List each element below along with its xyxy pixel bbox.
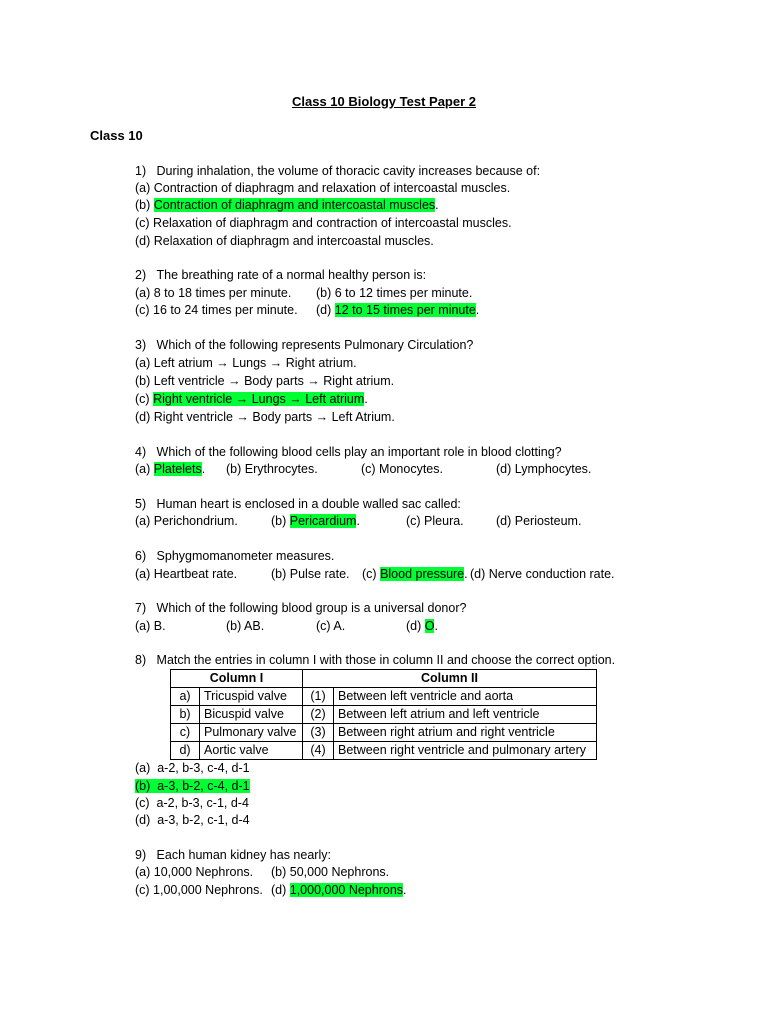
row-description: Between right atrium and right ventricle [334,724,597,742]
q7-answer-highlight: O [424,619,435,633]
q2-answer-highlight: 12 to 15 times per minute [334,303,476,317]
q6-option-c-end: . [464,567,468,581]
q9-option-b: (b) 50,000 Nephrons. [271,865,390,879]
q4-option-d: (d) Lymphocytes. [496,462,592,476]
row-item: Bicuspid valve [200,706,303,724]
q6-option-c-label: (c) [362,567,381,581]
q7-option-d-label: (d) [406,619,425,633]
q1-option-b [135,197,439,214]
q8-option-a: (a) a-2, b-3, c-4, d-1 [135,761,250,775]
q3-option-a: (a) Left atrium → Lungs → Right atrium. [135,356,357,370]
q8-option-b [135,778,250,795]
row-description: Between left ventricle and aorta [334,688,597,706]
q3-answer-highlight: Right ventricle → Lungs → Left atrium [153,392,365,406]
q2-option-b: (b) 6 to 12 times per minute. [316,286,473,300]
class-label: Class 10 [90,128,143,143]
q8-option-d: (d) a-3, b-2, c-1, d-4 [135,813,250,827]
q1-option-d: (d) Relaxation of diaphragm and intercoastal muscles. [135,234,434,248]
q3-option-d: (d) Right ventricle → Body parts → Left Atrium. [135,410,395,424]
q4-option-b: (b) Erythrocytes. [226,462,318,476]
q4-option-a-label: (a) [135,462,154,476]
q3-question: 3) Which of the following represents Pulmonary Circulation? [135,338,474,352]
q4-answer-highlight: Platelets [153,462,202,476]
q7-option-a: (a) B. [135,619,166,633]
q9-option-d [271,882,407,899]
q1-question: 1) During inhalation, the volume of thoracic cavity increases because of: [135,164,541,178]
row-description: Between left atrium and left ventricle [334,706,597,724]
q5-option-b-end: . [356,514,360,528]
q7-option-d [406,618,438,635]
q7-option-b: (b) AB. [226,619,265,633]
q3-option-c-end: . [364,392,368,406]
q7-question: 7) Which of the following blood group is a universal donor? [135,601,467,615]
q6-question: 6) Sphygmomanometer measures. [135,549,335,563]
q3-option-c [135,391,368,408]
q6-option-d: (d) Nerve conduction rate. [470,567,615,581]
q4-option-c: (c) Monocytes. [361,462,443,476]
q2-option-c: (c) 16 to 24 times per minute. [135,303,298,317]
q8-question: 8) Match the entries in column I with those in column II and choose the correct option. [135,653,616,667]
q3-option-c-label: (c) [135,392,154,406]
q9-question: 9) Each human kidney has nearly: [135,848,331,862]
q9-option-c: (c) 1,00,000 Nephrons. [135,883,263,897]
q2-option-d-label: (d) [316,303,335,317]
q1-option-a: (a) Contraction of diaphragm and relaxation of intercoastal muscles. [135,181,511,195]
row-letter: a) [171,688,200,706]
q5-option-a: (a) Perichondrium. [135,514,238,528]
row-number: (2) [303,706,334,724]
table-row [171,724,597,742]
q6-option-c [362,566,468,583]
q2-option-d [316,302,479,319]
q3-option-b: (b) Left ventricle → Body parts → Right atrium. [135,374,395,388]
row-item: Tricuspid valve [200,688,303,706]
q7-option-d-end: . [434,619,438,633]
row-number: (1) [303,688,334,706]
q9-option-d-end: . [403,883,407,897]
q4-option-a [135,461,205,478]
q4-question: 4) Which of the following blood cells play an important role in blood clotting? [135,445,562,459]
q9-option-a: (a) 10,000 Nephrons. [135,865,254,879]
q5-option-c: (c) Pleura. [406,514,464,528]
match-table [170,669,597,760]
row-item: Aortic valve [200,742,303,760]
row-description: Between right ventricle and pulmonary artery [334,742,597,760]
q9-answer-highlight: 1,000,000 Nephrons [289,883,404,897]
q5-option-b-label: (b) [271,514,290,528]
q4-option-a-end: . [201,462,206,476]
q2-option-a: (a) 8 to 18 times per minute. [135,286,292,300]
q2-option-d-end: . [475,303,480,317]
table-row [171,706,597,724]
match-table-header [171,670,597,688]
q1-option-b-label: (b) [135,198,154,212]
q1-option-b-end: . [435,198,439,212]
q5-question: 5) Human heart is enclosed in a double walled sac called: [135,497,461,511]
row-letter: c) [171,724,200,742]
column-1-header: Column I [171,670,303,688]
q1-option-c: (c) Relaxation of diaphragm and contraction of intercoastal muscles. [135,216,512,230]
q6-option-a: (a) Heartbeat rate. [135,567,238,581]
q1-answer-highlight: Contraction of diaphragm and intercoastal muscles [153,198,436,212]
row-number: (4) [303,742,334,760]
q7-option-c: (c) A. [316,619,346,633]
q9-option-d-label: (d) [271,883,290,897]
q6-option-b: (b) Pulse rate. [271,567,350,581]
page-title: Class 10 Biology Test Paper 2 [292,94,476,109]
q5-answer-highlight: Pericardium [289,514,357,528]
row-number: (3) [303,724,334,742]
row-letter: b) [171,706,200,724]
q2-question: 2) The breathing rate of a normal healthy person is: [135,268,427,282]
table-row [171,742,597,760]
q5-option-d: (d) Periosteum. [496,514,582,528]
row-letter: d) [171,742,200,760]
table-row [171,688,597,706]
q5-option-b [271,513,360,530]
q8-option-c: (c) a-2, b-3, c-1, d-4 [135,796,249,810]
column-2-header: Column II [303,670,597,688]
q6-answer-highlight: Blood pressure [380,567,465,581]
row-item: Pulmonary valve [200,724,303,742]
q8-answer-highlight: (b) a-3, b-2, c-4, d-1 [135,779,250,793]
